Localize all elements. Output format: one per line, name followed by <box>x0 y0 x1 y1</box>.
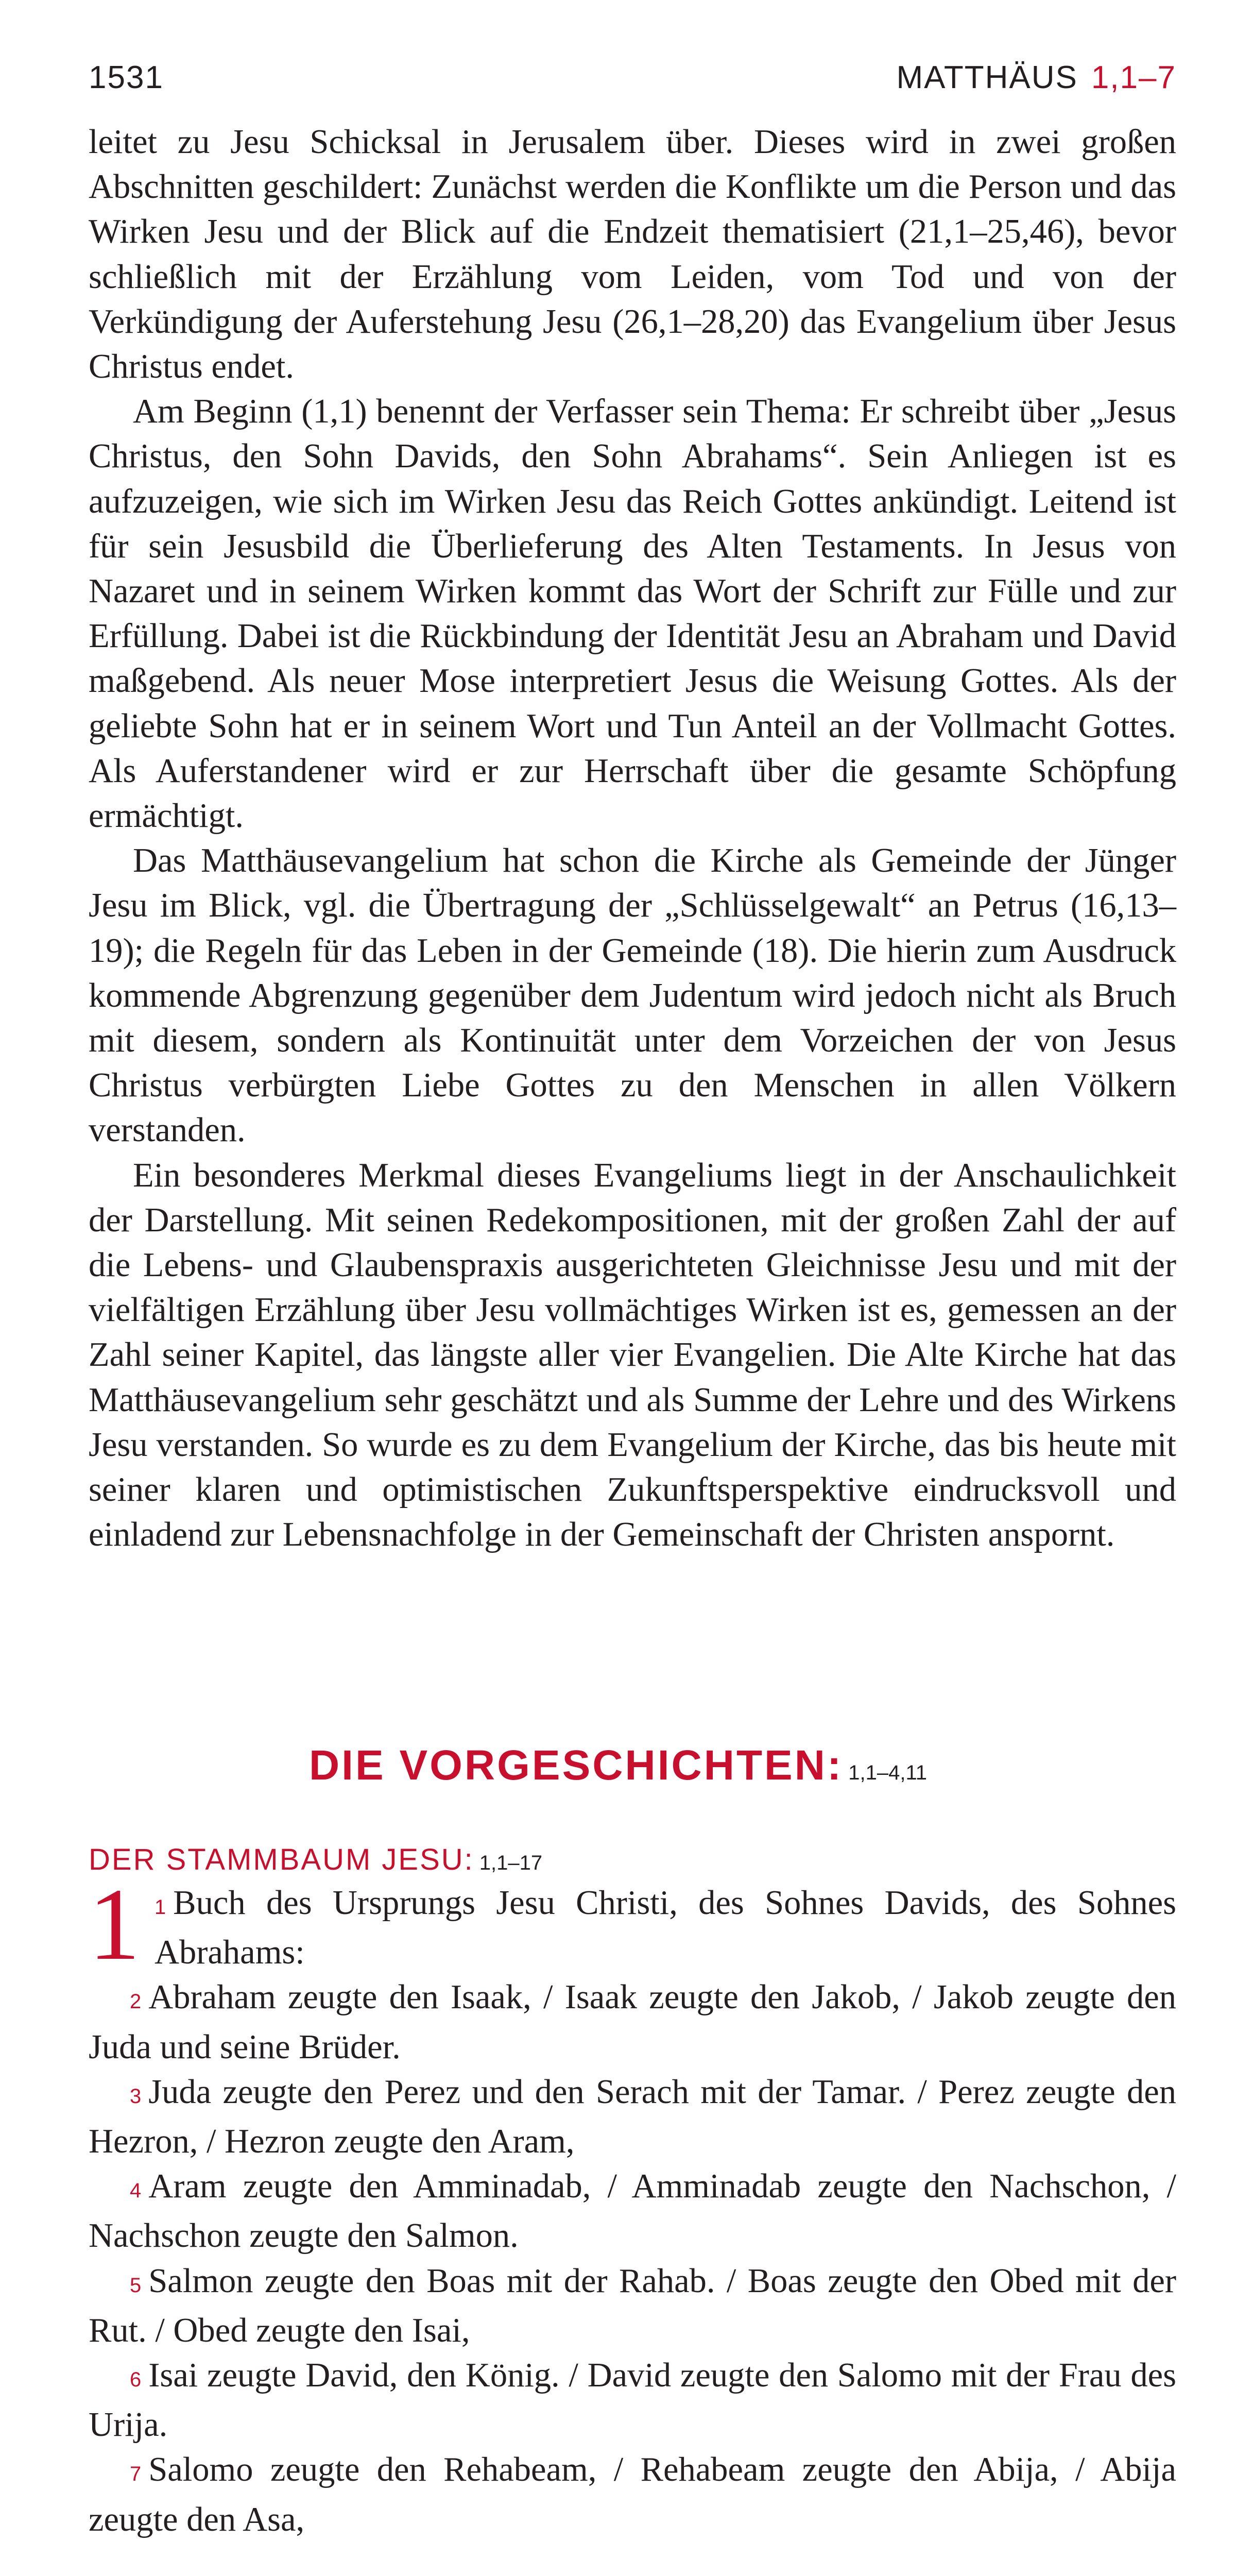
page-number: 1531 <box>89 60 164 95</box>
verse-number: 3 <box>130 2084 142 2108</box>
verse-text: Juda zeugte den Perez und den Serach mit der Tamar. / Perez zeugte den Hezron, / Hezron zeugte den Aram, <box>89 2073 1176 2161</box>
intro-paragraph: Ein besonderes Merkmal dieses Evangeliums liegt in der Anschaulichkeit der Darstellung. Mit seinen Redekompositionen, mit der großen Zahl der auf die Lebens- und Glaubenspraxis ausgerichteten Gleichnisse Jesu und mit der vielfältigen Erzählung über Jesu vollmächtiges Wirken ist es, gemessen an der Zahl seiner Kapitel, das längste aller vier Evangelien. Die Alte Kirche hat das Matthäusevangelium sehr geschätzt und als Summe der Lehre und des Wirkens Jesu verstanden. So wurde es zu dem Evangelium der Kirche, das bis heute mit seiner klaren und optimistischen Zukunftsperspektive eindrucksvoll und einladend zur Lebensnachfolge in der Gemeinschaft der Christen anspornt. <box>89 1156 1176 1554</box>
verse <box>89 2353 1176 2447</box>
book-reference <box>896 59 1176 96</box>
subsection-range: 1,1–17 <box>479 1852 543 1874</box>
verse-number: 2 <box>130 1990 142 2013</box>
verse-number: 6 <box>130 2368 142 2392</box>
verse-number: 5 <box>130 2274 142 2297</box>
running-head <box>89 59 1176 106</box>
subsection-heading <box>89 1842 542 1877</box>
book-title: MATTHÄUS <box>896 60 1078 95</box>
intro-paragraph: Am Beginn (1,1) benennt der Verfasser sein Thema: Er schreibt über „Jesus Christus, den Sohn Davids, den Sohn Abrahams“. Sein Anliegen ist es aufzuzeigen, wie sich im Wirken Jesu das Reich Gottes ankündigt. Leitend ist für sein Jesusbild die Überlieferung des Alten Testaments. In Jesus von Nazaret und in seinem Wirken kommt das Wort der Schrift zur Fülle und zur Erfüllung. Dabei ist die Rückbindung der Identität Jesu an Abraham und David maßgebend. Als neuer Mose interpretiert Jesus die Weisung Gottes. Als der geliebte Sohn hat er in seinem Wort und Tun Anteil an der Vollmacht Gottes. Als Auferstandener wird er zur Herrschaft über die gesamte Schöpfung ermächtigt. <box>89 393 1176 835</box>
section-range: 1,1–4,11 <box>848 1761 928 1784</box>
verse <box>89 2164 1176 2258</box>
intro-paragraph: Das Matthäusevangelium hat schon die Kirche als Gemeinde der Jünger Jesu im Blick, vgl. die Übertragung der „Schlüsselgewalt“ an Petrus (16,13–19); die Regeln für das Leben in der Gemeinde (18). Die hierin zum Ausdruck kommende Abgrenzung gegenüber dem Judentum wird jedoch nicht als Bruch mit diesem, sondern als Kontinuität unter dem Vorzeichen der von Jesus Christus verbürgten Liebe Gottes zu den Menschen in allen Völkern verstanden. <box>89 842 1176 1149</box>
verse <box>89 1975 1176 2069</box>
verse-number: 7 <box>130 2463 142 2486</box>
verse-text: Salomo zeugte den Rehabeam, / Rehabeam zeugte den Abija, / Abija zeugte den Asa, <box>89 2451 1176 2538</box>
verse-number: 4 <box>130 2179 142 2202</box>
verse-text: Aram zeugte den Amminadab, / Amminadab zeugte den Nachschon, / Nachschon zeugte den Salmon. <box>89 2167 1176 2255</box>
verse <box>89 1868 1176 1981</box>
verse-text: Buch des Ursprungs Jesu Christi, des Sohnes Davids, des Sohnes Abrahams: <box>154 1884 1176 1972</box>
section-title: DIE VORGESCHICHTEN: <box>308 1742 844 1789</box>
section-heading <box>0 1741 1236 1790</box>
subsection-title: DER STAMMBAUM JESU: <box>89 1843 474 1876</box>
verse-text: Isai zeugte David, den König. / David zeugte den Salomo mit der Frau des Urija. <box>89 2357 1176 2444</box>
verse-text: Abraham zeugte den Isaak, / Isaak zeugte den Jakob, / Jakob zeugte den Juda und seine Brüder. <box>89 1978 1176 2066</box>
verse-number: 1 <box>154 1896 166 1919</box>
chapter-verse-reference: 1,1–7 <box>1091 60 1176 95</box>
chapter-number: 1 <box>89 1868 140 1981</box>
verse-text: Salmon zeugte den Boas mit der Rahab. / Boas zeugte den Obed mit der Rut. / Obed zeugte den Isai, <box>89 2262 1176 2349</box>
verse <box>89 2259 1176 2353</box>
verse <box>89 2070 1176 2164</box>
intro-paragraph: leitet zu Jesu Schicksal in Jerusalem über. Dieses wird in zwei großen Abschnitten geschildert: Zunächst werden die Konflikte um die Person und das Wirken Jesu und der Blick auf die Endzeit thematisiert (21,1–25,46), bevor schließlich mit der Erzählung vom Leiden, vom Tod und von der Verkündigung der Auferstehung Jesu (26,1–28,20) das Evangelium über Jesus Christus endet. <box>89 123 1176 386</box>
verse <box>89 2447 1176 2541</box>
introduction-text <box>89 120 1176 1557</box>
scripture-text <box>89 1868 1176 2542</box>
